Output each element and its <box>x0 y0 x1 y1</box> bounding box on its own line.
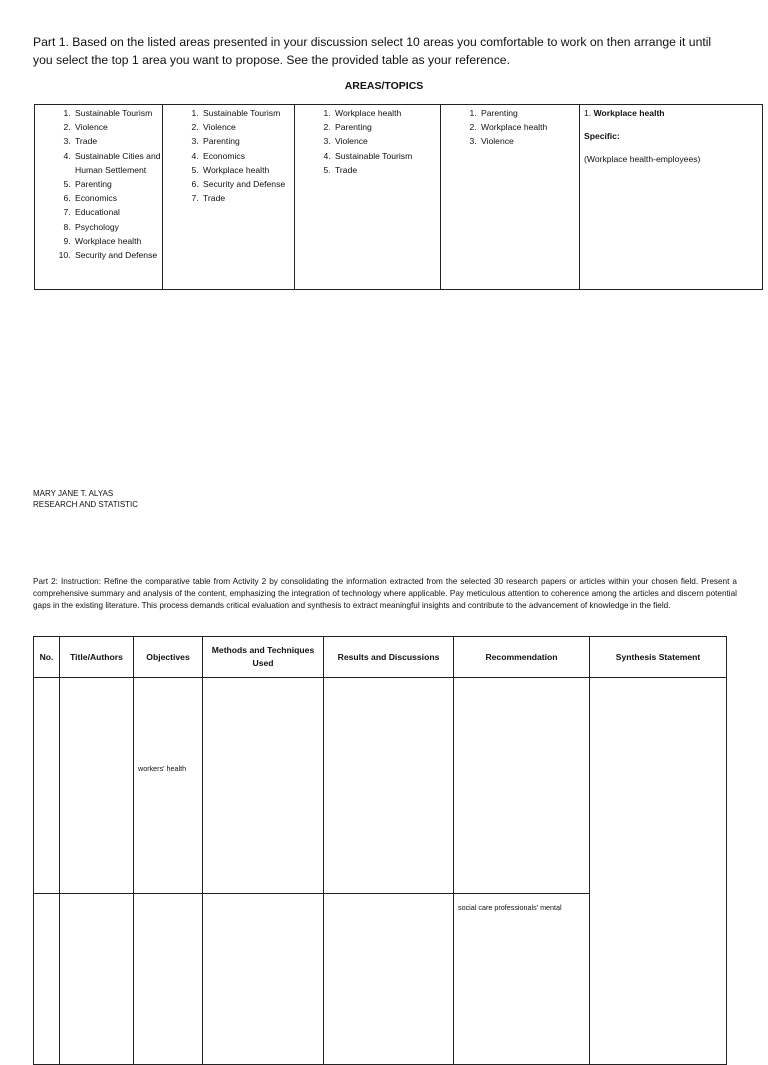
areas-topics-heading: AREAS/TOPICS <box>344 80 424 92</box>
header-no: No. <box>34 637 60 678</box>
cell-results <box>324 894 454 1065</box>
cell-objectives <box>134 678 203 894</box>
cell-objectives <box>134 894 203 1065</box>
list-item: 5. Workplace health <box>201 163 294 177</box>
part1-instructions: Part 1. Based on the listed areas presented in your discussion select 10 areas you comfortable to work on then arrange it until you select the top 1 area you want to propose. See the provided table as your reference. <box>33 35 712 67</box>
author-course: RESEARCH AND STATISTIC <box>33 500 139 509</box>
list-item: 2. Workplace health <box>479 120 579 134</box>
header-title-authors: Title/Authors <box>60 637 134 678</box>
list-item: 6. Economics <box>73 191 162 205</box>
list-item: 10. Security and Defense <box>73 248 162 262</box>
list-item: 1. Parenting <box>479 106 579 120</box>
ranking-column-5 <box>295 105 441 290</box>
list-item: 8. Psychology <box>73 220 162 234</box>
list-item: 3. Parenting <box>201 134 294 148</box>
recommendation-note: social care professionals' mental <box>458 903 562 912</box>
ranked-area-list <box>295 105 440 177</box>
list-item: 2. Parenting <box>333 120 440 134</box>
list-item: 3. Violence <box>333 134 440 148</box>
cell-no <box>34 894 60 1065</box>
cell-results <box>324 678 454 894</box>
objectives-note: workers' health <box>138 764 187 773</box>
cell-methods <box>203 894 324 1065</box>
cell-recommendation <box>454 678 590 894</box>
header-recommendation: Recommendation <box>454 637 590 678</box>
list-item: 1. Sustainable Tourism <box>201 106 294 120</box>
header-methods: Methods and Techniques Used <box>203 637 324 678</box>
list-item: 7. Trade <box>201 191 294 205</box>
part2-instructions: Part 2: Instruction: Refine the comparative table from Activity 2 by consolidating the information extracted from the selected 30 research papers or articles within your chosen field. Present a comprehensive summary and analysis of the content, emphasizing the integration of technology where applicable. Pay meticulous attention to coherence among the articles and discern potential gaps in the existing literature. This process demands critical evaluation and synthesis to extract meaningful insights and contribute to the advancement of knowledge in the field. <box>33 577 737 610</box>
header-synthesis: Synthesis Statement <box>590 637 727 678</box>
list-item: 5. Parenting <box>73 177 162 191</box>
specific-value: (Workplace health-employees) <box>584 154 701 164</box>
list-item: 1. Workplace health <box>333 106 440 120</box>
list-item: 7. Educational <box>73 205 162 219</box>
header-row <box>34 637 727 678</box>
cell-methods <box>203 678 324 894</box>
list-item: 2. Violence <box>73 120 162 134</box>
cell-recommendation <box>454 894 590 1065</box>
cell-title-authors <box>60 678 134 894</box>
cell-synthesis <box>590 678 727 1065</box>
list-item: 3. Violence <box>479 134 579 148</box>
ranked-area-list <box>35 105 162 262</box>
author-name: MARY JANE T. ALYAS <box>33 489 114 498</box>
ranking-column-10 <box>35 105 163 290</box>
specific-label: Specific: <box>584 131 620 141</box>
list-item: 5. Trade <box>333 163 440 177</box>
top-choice-title: Workplace health <box>593 108 665 118</box>
comparative-table <box>33 636 727 1065</box>
cell-no <box>34 678 60 894</box>
areas-ranking-table <box>34 104 763 290</box>
ranked-area-list <box>441 105 579 149</box>
list-item: 9. Workplace health <box>73 234 162 248</box>
top-choice-cell <box>580 105 763 290</box>
list-item: 4. Economics <box>201 149 294 163</box>
list-item: 6. Security and Defense <box>201 177 294 191</box>
list-item: 1. Sustainable Tourism <box>73 106 162 120</box>
ranking-column-7 <box>163 105 295 290</box>
list-item: 4. Sustainable Cities and Human Settlement <box>73 149 162 177</box>
list-item: 3. Trade <box>73 134 162 148</box>
cell-title-authors <box>60 894 134 1065</box>
ranked-area-list <box>163 105 294 205</box>
header-objectives: Objectives <box>134 637 203 678</box>
top-choice-number: 1. <box>584 108 592 118</box>
list-item: 4. Sustainable Tourism <box>333 149 440 163</box>
header-results: Results and Discussions <box>324 637 454 678</box>
table-row <box>34 678 727 894</box>
areas-row <box>35 105 763 290</box>
ranking-column-3 <box>441 105 580 290</box>
list-item: 2. Violence <box>201 120 294 134</box>
